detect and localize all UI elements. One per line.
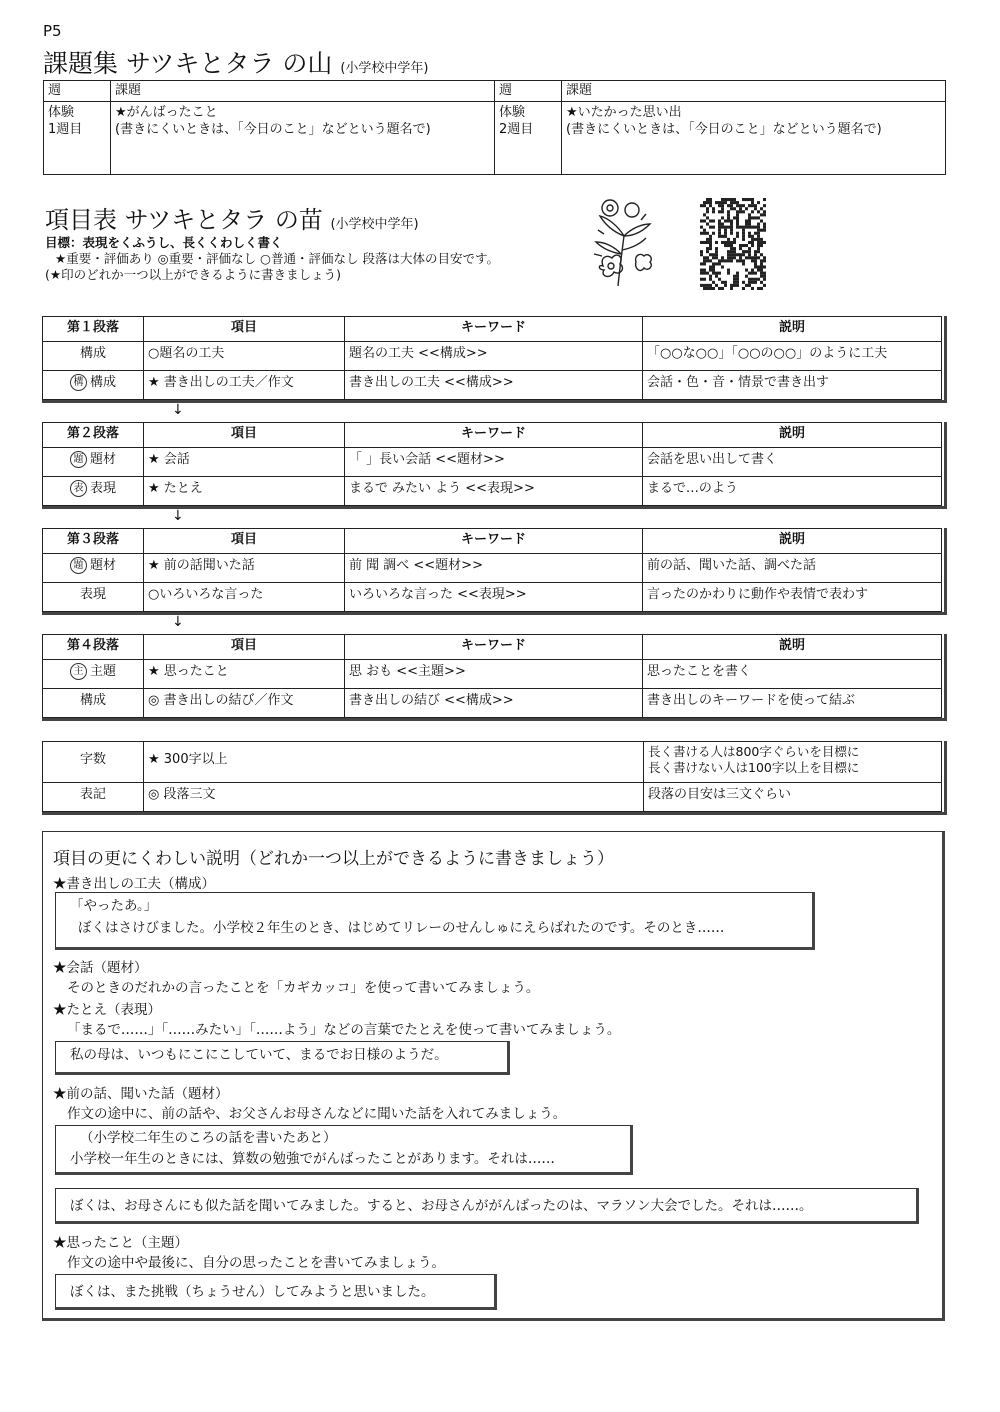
item-title-text: 項目表 サツキとタラ の苗 (45, 206, 323, 234)
note-text: (★印のどれか一つ以上ができるように書きましょう) (45, 267, 341, 282)
detail-head-story: ★前の話、聞いた話（題材） (53, 1086, 229, 1102)
paragraph-block-3 (42, 528, 947, 615)
category-label: 表現 (89, 481, 116, 496)
paragraph-block-4 (42, 634, 947, 721)
task-week-1 (44, 102, 111, 175)
detail-text-thought: 作文の途中や最後に、自分の思ったことを書いてみましょう。 (67, 1255, 445, 1271)
explain-cell: 書き出しのキーワードを使って結ぶ (643, 689, 942, 718)
category-symbol-icon: 題 (70, 557, 87, 574)
detail-head-dialogue: ★会話（題材） (53, 960, 148, 976)
item-cell: ★ たとえ (144, 477, 345, 506)
table-row (43, 660, 942, 689)
col-header-keyword: キーワード (345, 423, 643, 448)
legend-text: ★重要・評価あり ◎重要・評価なし ○普通・評価なし 段落は大体の目安です。 (55, 251, 499, 266)
col-header-explain: 説明 (643, 317, 942, 342)
detail-text-dialogue: そのときのだれかの言ったことを「カギカッコ」を使って書いてみましょう。 (67, 980, 540, 996)
summary-explain: 段落の目安は三文ぐらい (644, 783, 942, 812)
item-cell: ★ 前の話聞いた話 (144, 554, 345, 583)
category-cell (43, 689, 144, 718)
task-content-1 (111, 102, 495, 175)
table-row (43, 583, 942, 612)
table-row (43, 689, 942, 718)
summary-item: ◎ 段落三文 (144, 783, 644, 812)
col-header-item: 項目 (144, 529, 345, 554)
page-number: P5 (43, 22, 62, 40)
keyword-cell: 書き出しの結び <<構成>> (345, 689, 643, 718)
table-row (43, 342, 942, 371)
detail-text-metaphor: 「まるで……」「……みたい」「……よう」などの言葉でたとえを使って書いてみましょう。 (67, 1022, 621, 1038)
explain-cell: 「○○な○○」「○○の○○」のように工夫 (643, 342, 942, 371)
table-row (43, 371, 942, 400)
col-header-keyword: キーワード (345, 317, 643, 342)
task-name: ★がんばったこと (115, 105, 218, 120)
paragraph-label: 第４段落 (43, 635, 144, 660)
task-name: ★いたかった思い出 (566, 105, 682, 120)
explain-cell: 言ったのかわりに動作や表情で表わす (643, 583, 942, 612)
col-header-explain: 説明 (643, 529, 942, 554)
task-hint: (書きにくいときは、「今日のこと」などという題名で) (566, 122, 882, 137)
task-title (43, 44, 429, 80)
paragraph-label: 第２段落 (43, 423, 144, 448)
detail-text-story: 作文の途中に、前の話や、お父さんお母さんなどに聞いた話を入れてみましょう。 (67, 1106, 567, 1122)
task-title-text: 課題集 サツキとタラ の山 (43, 49, 333, 78)
detail-head-thought: ★思ったこと（主題） (53, 1235, 188, 1251)
col-header-explain: 説明 (643, 423, 942, 448)
item-cell: ○いろいろな言った (144, 583, 345, 612)
category-cell (43, 477, 144, 506)
task-table (43, 80, 946, 175)
down-arrow-icon: ↓ (172, 614, 184, 630)
col-header-explain: 説明 (643, 635, 942, 660)
flower-illustration (588, 196, 658, 292)
item-cell: ◎ 書き出しの結び／作文 (144, 689, 345, 718)
category-cell (43, 583, 144, 612)
keyword-cell: 題名の工夫 <<構成>> (345, 342, 643, 371)
summary-explain (644, 742, 942, 783)
task-content-2 (562, 102, 946, 175)
category-cell (43, 660, 144, 689)
category-cell (43, 554, 144, 583)
task-header-week-1: 週 (44, 81, 111, 102)
table-row (43, 477, 942, 506)
down-arrow-icon: ↓ (172, 508, 184, 524)
summary-label: 字数 (43, 742, 144, 783)
category-symbol-icon: 題 (70, 451, 87, 468)
keyword-cell: まるで みたい よう <<表現>> (345, 477, 643, 506)
goal-block (45, 235, 499, 283)
col-header-item: 項目 (144, 635, 345, 660)
col-header-keyword: キーワード (345, 529, 643, 554)
table-row (43, 554, 942, 583)
task-header-task-2: 課題 (562, 81, 946, 102)
category-label: 題材 (89, 452, 116, 467)
col-header-keyword: キーワード (345, 635, 643, 660)
task-week-2 (495, 102, 562, 175)
down-arrow-icon: ↓ (172, 402, 184, 418)
category-label: 表現 (79, 587, 106, 602)
explain-cell: まるで…のよう (643, 477, 942, 506)
category-symbol-icon: 主 (70, 663, 87, 680)
example-box-metaphor: 私の母は、いつもにこにこしていて、まるでお日様のようだ。 (55, 1041, 510, 1075)
category-label: 構成 (79, 346, 106, 361)
category-symbol-icon: 構 (70, 374, 87, 391)
explain-cell: 前の話、聞いた話、調べた話 (643, 554, 942, 583)
paragraph-label: 第１段落 (43, 317, 144, 342)
item-cell: ○題名の工夫 (144, 342, 345, 371)
example-line: ぼくはさけびました。小学校２年生のとき、はじめてリレーのせんしゅにえらばれたのです。そのとき…… (78, 920, 725, 936)
summary-explain-line: 長く書けない人は100字以上を目標に (648, 760, 860, 775)
keyword-cell: いろいろな言った <<表現>> (345, 583, 643, 612)
paragraph-label: 第３段落 (43, 529, 144, 554)
item-cell: ★ 書き出しの工夫／作文 (144, 371, 345, 400)
example-box-thought: ぼくは、また挑戦（ちょうせん）してみようと思いました。 (55, 1274, 497, 1310)
col-header-item: 項目 (144, 423, 345, 448)
item-cell: ★ 思ったこと (144, 660, 345, 689)
keyword-cell: 思 おも <<主題>> (345, 660, 643, 689)
item-grade: (小学校中学年) (330, 217, 419, 232)
summary-explain-line: 長く書ける人は800字ぐらいを目標に (648, 744, 860, 759)
qr-code-image (700, 198, 766, 290)
task-hint: (書きにくいときは、「今日のこと」などという題名で) (115, 122, 431, 137)
detail-section (42, 831, 945, 1321)
detail-head-opening: ★書き出しの工夫（構成） (53, 876, 215, 892)
col-header-item: 項目 (144, 317, 345, 342)
category-label: 構成 (89, 375, 116, 390)
explain-cell: 思ったことを書く (643, 660, 942, 689)
goal-text: 目標：表現をくふうし、長くくわしく書く (45, 235, 283, 250)
example-box-story-2: ぼくは、お母さんにも似た話を聞いてみました。すると、お母さんががんばったのは、マラソン大会でした。それは……。 (55, 1188, 919, 1224)
detail-head-metaphor: ★たとえ（表現） (53, 1002, 161, 1018)
category-cell (43, 448, 144, 477)
week-label: 体験 (48, 105, 75, 120)
task-grade: (小学校中学年) (340, 61, 429, 76)
task-header-task-1: 課題 (111, 81, 495, 102)
summary-label: 表記 (43, 783, 144, 812)
category-label: 主題 (89, 664, 116, 679)
task-header-week-2: 週 (495, 81, 562, 102)
keyword-cell: 「 」長い会話 <<題材>> (345, 448, 643, 477)
category-label: 題材 (89, 558, 116, 573)
example-line: 「やったあ。」 (70, 898, 158, 914)
table-row (43, 448, 942, 477)
example-box-story-1 (55, 1125, 633, 1175)
item-cell: ★ 会話 (144, 448, 345, 477)
summary-item: ★ 300字以上 (144, 742, 644, 783)
category-cell (43, 342, 144, 371)
item-title (45, 200, 419, 235)
category-symbol-icon: 表 (70, 480, 87, 497)
paragraph-block-2 (42, 422, 947, 509)
example-line: 小学校一年生のときには、算数の勉強でがんばったことがあります。それは…… (70, 1151, 555, 1167)
week-label: 体験 (499, 105, 526, 120)
keyword-cell: 書き出しの工夫 <<構成>> (345, 371, 643, 400)
example-box-opening (55, 892, 815, 950)
summary-table (42, 741, 947, 815)
explain-cell: 会話・色・音・情景で書き出す (643, 371, 942, 400)
week-number: 2週目 (499, 122, 534, 137)
category-cell (43, 371, 144, 400)
week-number: 1週目 (48, 122, 83, 137)
category-label: 構成 (79, 693, 106, 708)
paragraph-block-1 (42, 316, 947, 403)
explain-cell: 会話を思い出して書く (643, 448, 942, 477)
detail-title: 項目の更にくわしい説明（どれか一つ以上ができるように書きましょう） (53, 849, 614, 869)
keyword-cell: 前 聞 調べ <<題材>> (345, 554, 643, 583)
example-line: （小学校二年生のころの話を書いたあと） (80, 1130, 337, 1146)
